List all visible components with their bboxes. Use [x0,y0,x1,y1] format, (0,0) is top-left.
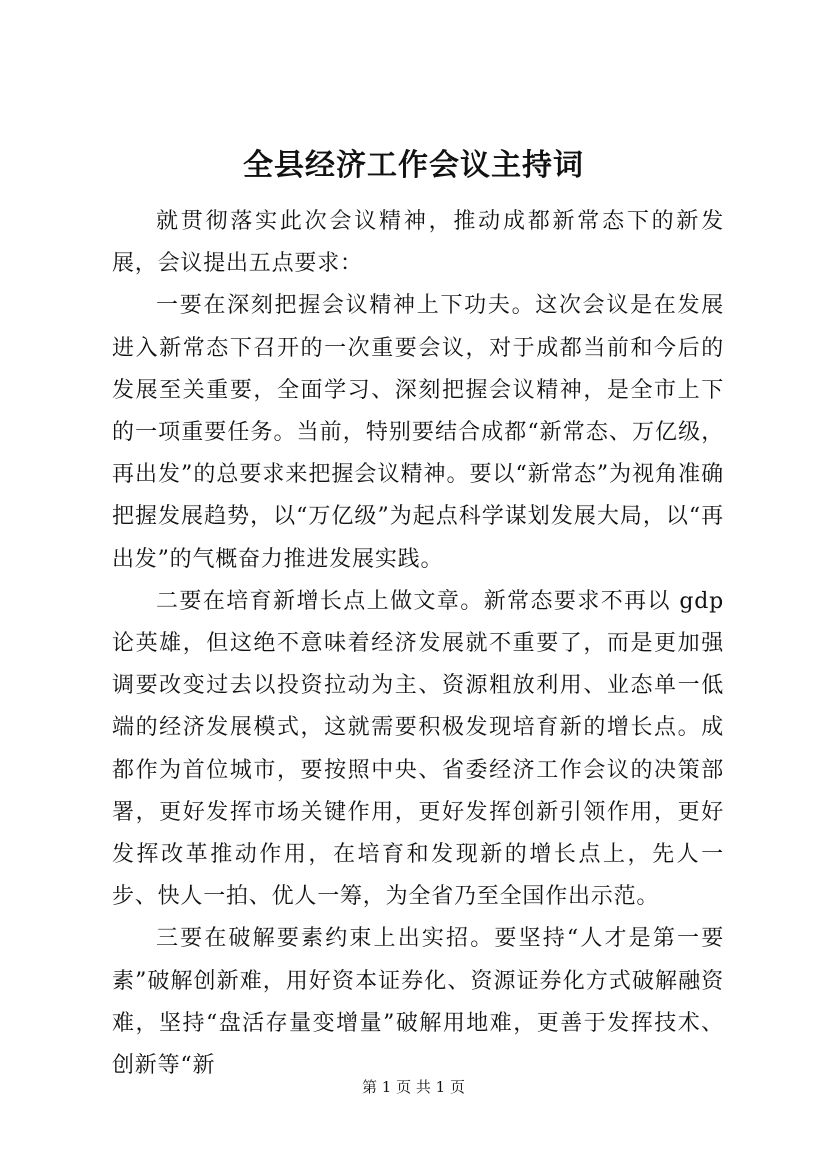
document-title: 全县经济工作会议主持词 [243,148,584,183]
paragraph-point-one: 一要在深刻把握会议精神上下功夫。这次会议是在发展进入新常态下召开的一次重要会议，对于成都当前和今后的发展至关重要，全面学习、深刻把握会议精神，是全市上下的一项重要任务。当前，特别要结合成都“新常态、万亿级，再出发”的总要求来把握会议精神。要以“新常态”为视角准确把握发展趋势，以“万亿级”为起点科学谋划发展大局，以“再出发”的气概奋力推进发展实践。 [112,293,724,572]
paragraph-point-two: 二要在培育新增长点上做文章。新常态要求不再以 gdp 论英雄，但这绝不意味着经济发展就不重要了，而是更加强调要改变过去以投资拉动为主、资源粗放利用、业态单一低端的经济发展模式，这就需要积极发现培育新的增长点。成都作为首位城市，要按照中央、省委经济工作会议的决策部署，更好发挥市场关键作用，更好发挥创新引领作用，更好发挥改革推动作用，在培育和发现新的增长点上，先人一步、快人一拍、优人一筹，为全省乃至全国作出示范。 [112,588,724,910]
paragraph-intro: 就贯彻落实此次会议精神，推动成都新常态下的新发展，会议提出五点要求： [112,209,724,277]
paragraph-point-three: 三要在破解要素约束上出实招。要坚持“人才是第一要素”破解创新难，用好资本证券化、资源证券化方式破解融资难，坚持“盘活存量变增量”破解用地难，更善于发挥技术、创新等“新 [112,926,724,1079]
document-body [112,201,724,1087]
page-footer: 第 1 页 共 1 页 [362,1078,465,1096]
